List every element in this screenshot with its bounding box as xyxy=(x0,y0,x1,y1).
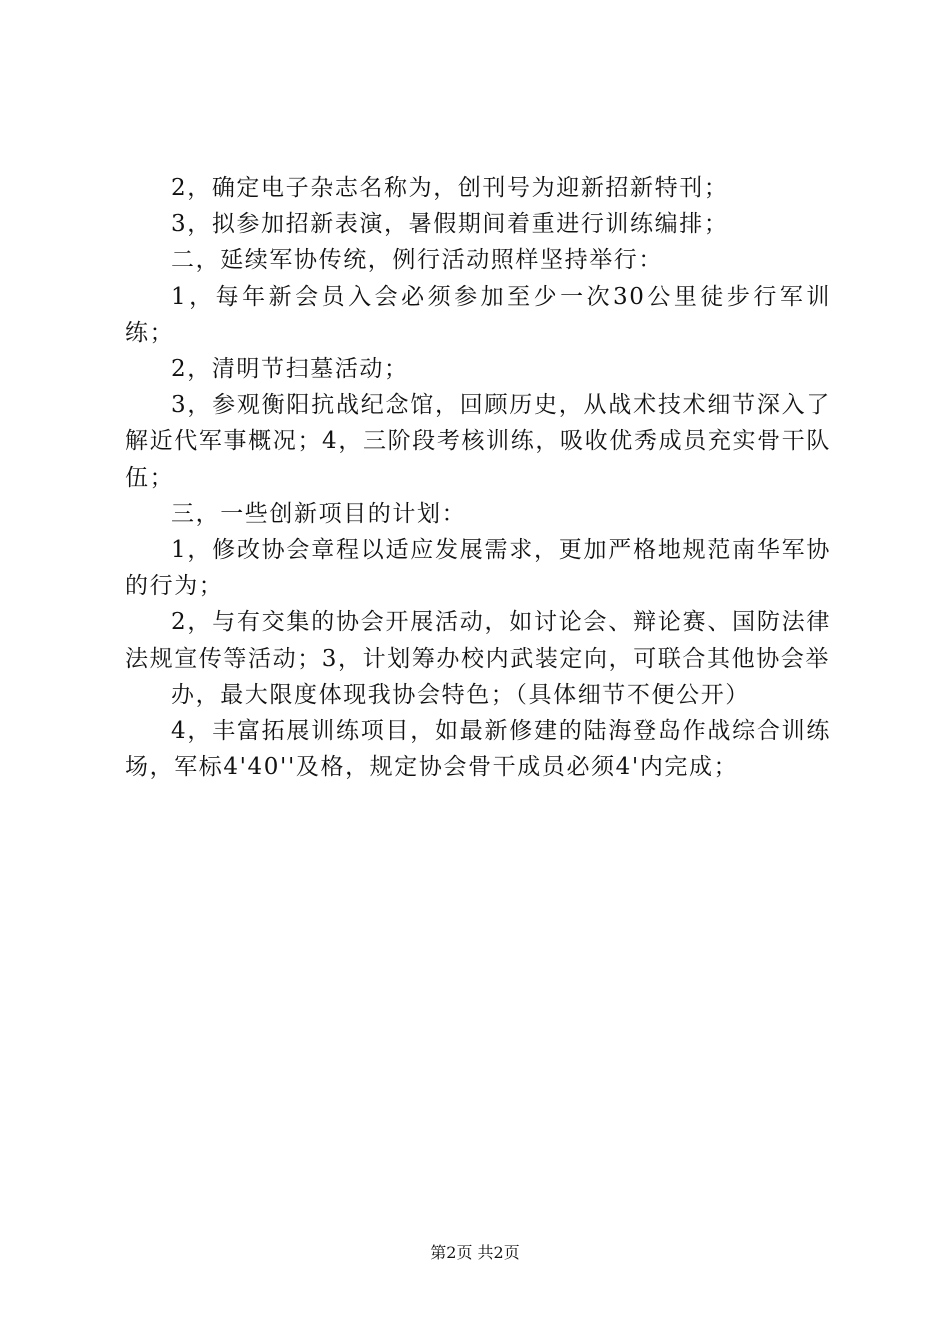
paragraph-joint-activities: 2，与有交集的协会开展活动，如讨论会、辩论赛、国防法律法规宣传等活动；3，计划筹办校内武装定向，可联合其他协会举 xyxy=(125,609,831,672)
paragraph-expanded-training: 4，丰富拓展训练项目，如最新修建的陆海登岛作战综合训练场，军标4'40''及格，规定协会骨干成员必须4'内完成； xyxy=(125,718,831,781)
paragraph-museum-visit: 3，参观衡阳抗战纪念馆，回顾历史，从战术技术细节深入了解近代军事概况；4，三阶段考核训练，吸收优秀成员充实骨干队伍； xyxy=(125,392,831,491)
paragraph-tomb-sweeping: 2，清明节扫墓活动； xyxy=(171,356,409,383)
paragraph-charter-revision: 1，修改协会章程以适应发展需求，更加严格地规范南华军协的行为； xyxy=(125,537,831,600)
document-body xyxy=(125,170,831,785)
section-heading-innovation: 三，一些创新项目的计划： xyxy=(171,500,467,527)
paragraph-march-training: 1，每年新会员入会必须参加至少一次30公里徒步行军训练； xyxy=(125,283,831,346)
paragraph-recruitment-show: 3，拟参加招新表演，暑假期间着重进行训练编排； xyxy=(171,211,729,238)
page-number-footer: 第2页 共2页 xyxy=(430,1243,520,1262)
paragraph-association-features: 办，最大限度体现我协会特色；（具体细节不便公开） xyxy=(171,681,750,708)
section-heading-traditions: 二，延续军协传统，例行活动照样坚持举行： xyxy=(171,247,663,274)
paragraph-e-magazine: 2，确定电子杂志名称为，创刊号为迎新招新特刊； xyxy=(171,175,729,201)
